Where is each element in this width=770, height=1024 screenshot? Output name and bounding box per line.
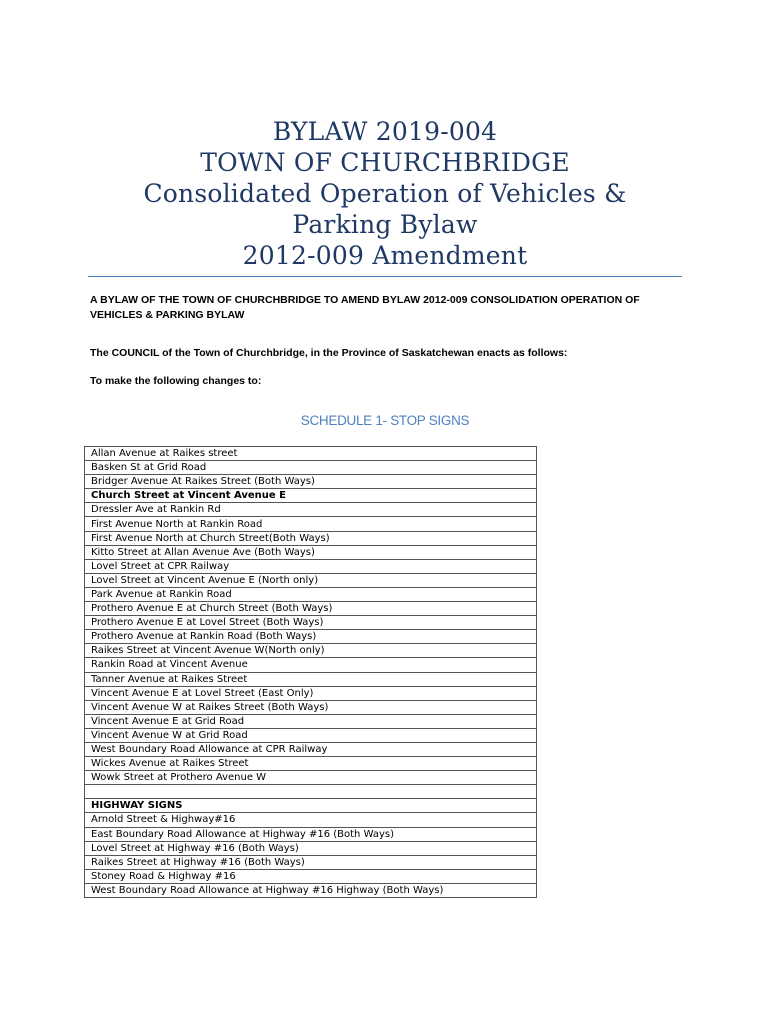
table-row: [85, 869, 537, 883]
table-cell: Prothero Avenue E at Lovel Street (Both Ways): [85, 616, 537, 630]
table-cell: First Avenue North at Church Street(Both Ways): [85, 531, 537, 545]
table-row: [85, 447, 537, 461]
table-row: [85, 855, 537, 869]
table-row: [85, 672, 537, 686]
title-line-bylaw-number: BYLAW 2019-004: [272, 117, 498, 146]
title-divider: [88, 276, 682, 277]
table-cell: Bridger Avenue At Raikes Street (Both Ways): [85, 475, 537, 489]
table-cell: Prothero Avenue at Rankin Road (Both Ways): [85, 630, 537, 644]
table-row-heading-cell: HIGHWAY SIGNS: [85, 799, 537, 813]
table-cell: Raikes Street at Vincent Avenue W(North only): [85, 644, 537, 658]
table-row: [85, 728, 537, 742]
schedule-heading: SCHEDULE 1- STOP SIGNS: [300, 413, 470, 428]
table-row: [85, 658, 537, 672]
table-row: [85, 785, 537, 799]
table-cell: [85, 785, 537, 799]
table-row: [85, 714, 537, 728]
table-cell: Vincent Avenue W at Raikes Street (Both Ways): [85, 700, 537, 714]
table-cell: Basken St at Grid Road: [85, 461, 537, 475]
document-title: [90, 116, 680, 271]
table-row: [85, 771, 537, 785]
table-row: [85, 475, 537, 489]
table-row-heading-cell: Church Street at Vincent Avenue E: [85, 489, 537, 503]
table-row: [85, 742, 537, 756]
table-row: [85, 461, 537, 475]
table-row: [85, 757, 537, 771]
title-line-subject-cont: Parking Bylaw: [292, 210, 478, 239]
table-row: [85, 573, 537, 587]
table-cell: Arnold Street & Highway#16: [85, 813, 537, 827]
table-cell: Lovel Street at Vincent Avenue E (North only): [85, 573, 537, 587]
table-cell: Vincent Avenue E at Lovel Street (East Only): [85, 686, 537, 700]
table-cell: West Boundary Road Allowance at Highway #16 Highway (Both Ways): [85, 883, 537, 897]
table-cell: Vincent Avenue W at Grid Road: [85, 728, 537, 742]
table-row: [85, 587, 537, 601]
table-cell: Allan Avenue at Raikes street: [85, 447, 537, 461]
table-row: [85, 616, 537, 630]
table-cell: Tanner Avenue at Raikes Street: [85, 672, 537, 686]
council-enactment: The COUNCIL of the Town of Churchbridge, in the Province of Saskatchewan enacts as follows:: [90, 347, 568, 359]
table-cell: Dressler Ave at Rankin Rd: [85, 503, 537, 517]
stop-signs-table: [84, 446, 537, 898]
table-cell: First Avenue North at Rankin Road: [85, 517, 537, 531]
table-cell: Lovel Street at Highway #16 (Both Ways): [85, 841, 537, 855]
table-row: [85, 799, 537, 813]
table-cell: Vincent Avenue E at Grid Road: [85, 714, 537, 728]
table-row: [85, 883, 537, 897]
table-row: [85, 630, 537, 644]
table-cell: Rankin Road at Vincent Avenue: [85, 658, 537, 672]
table-cell: Lovel Street at CPR Railway: [85, 559, 537, 573]
table-row: [85, 602, 537, 616]
table-cell: Park Avenue at Rankin Road: [85, 587, 537, 601]
table-cell: Raikes Street at Highway #16 (Both Ways): [85, 855, 537, 869]
table-row: [85, 841, 537, 855]
table-cell: Wowk Street at Prothero Avenue W: [85, 771, 537, 785]
table-cell: Prothero Avenue E at Church Street (Both Ways): [85, 602, 537, 616]
table-row: [85, 517, 537, 531]
table-cell: Kitto Street at Allan Avenue Ave (Both Ways): [85, 545, 537, 559]
stop-signs-table-body: [85, 447, 537, 898]
title-line-amendment: 2012-009 Amendment: [242, 241, 528, 270]
changes-lead: To make the following changes to:: [90, 375, 262, 387]
table-cell: Stoney Road & Highway #16: [85, 869, 537, 883]
title-line-subject: Consolidated Operation of Vehicles &: [143, 179, 627, 208]
table-cell: Wickes Avenue at Raikes Street: [85, 757, 537, 771]
table-row: [85, 644, 537, 658]
table-row: [85, 686, 537, 700]
bylaw-intro: A BYLAW OF THE TOWN OF CHURCHBRIDGE TO AMEND BYLAW 2012-009 CONSOLIDATION OPERATION OF VEHICLES & PARKING BYLAW: [90, 294, 640, 321]
table-row: [85, 489, 537, 503]
table-cell: West Boundary Road Allowance at CPR Railway: [85, 742, 537, 756]
table-row: [85, 531, 537, 545]
table-cell: East Boundary Road Allowance at Highway #16 (Both Ways): [85, 827, 537, 841]
table-row: [85, 813, 537, 827]
table-row: [85, 700, 537, 714]
table-row: [85, 503, 537, 517]
table-row: [85, 827, 537, 841]
title-line-town: TOWN OF CHURCHBRIDGE: [200, 148, 570, 177]
table-row: [85, 559, 537, 573]
table-row: [85, 545, 537, 559]
